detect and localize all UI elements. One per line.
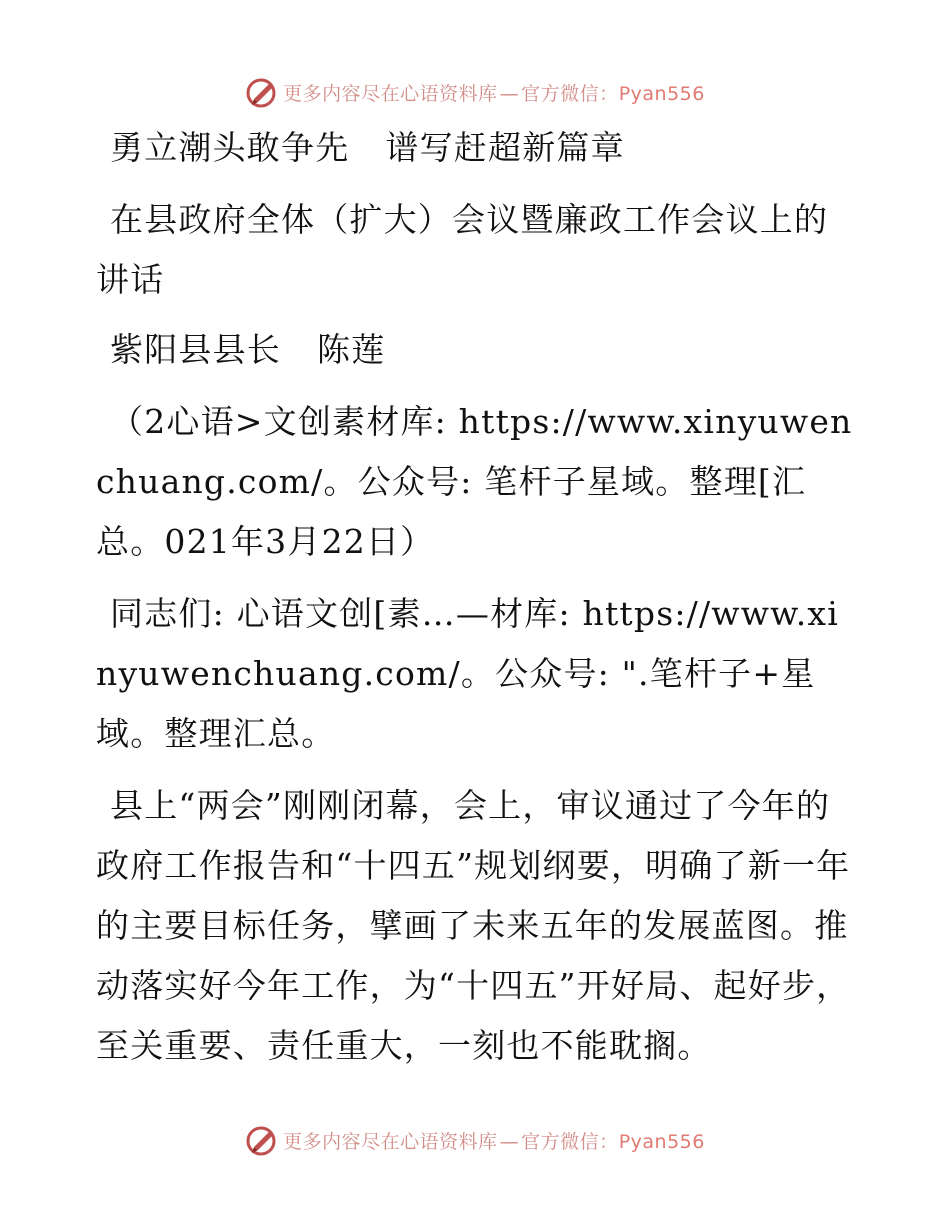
- body-paragraph: 县上“两会”刚刚闭幕，会上，审议通过了今年的政府工作报告和“十四五”规划纲要，明确了新一年的主要目标任务，擘画了未来五年的发展蓝图。推动落实好今年工作，为“十四五”开好局、起好步，至关重要、责任重大，一刻也不能耽搁。: [96, 786, 851, 1065]
- pen-logo-icon: [245, 1123, 279, 1157]
- source-note: （2心语>文创素材库: https://www.xinyuwenchuang.com/。公众号: 笔杆子星域。整理[汇总。021年3月22日）: [96, 402, 853, 561]
- document-body: [96, 118, 856, 1076]
- watermark-text: 更多内容尽在心语资料库 — 官方微信：Pyan556: [283, 1130, 705, 1153]
- footer-watermark: [0, 1120, 950, 1160]
- author-name: 陈莲: [317, 330, 386, 369]
- author-line: [96, 320, 856, 380]
- pen-logo-icon: [245, 75, 279, 109]
- document-subtitle: 在县政府全体（扩大）会议暨廉政工作会议上的讲话: [96, 200, 829, 299]
- watermark-text: 更多内容尽在心语资料库 — 官方微信：Pyan556: [283, 82, 705, 105]
- greeting-paragraph: 同志们: 心语文创[素…—材库: https://www.xinyuwenchuang.com/。公众号: ".笔杆子+星域。整理汇总。: [96, 594, 839, 753]
- author-title: 紫阳县县长: [110, 330, 281, 369]
- document-title: 勇立潮头敢争先 谱写赶超新篇章: [110, 128, 625, 167]
- header-watermark: [0, 72, 950, 112]
